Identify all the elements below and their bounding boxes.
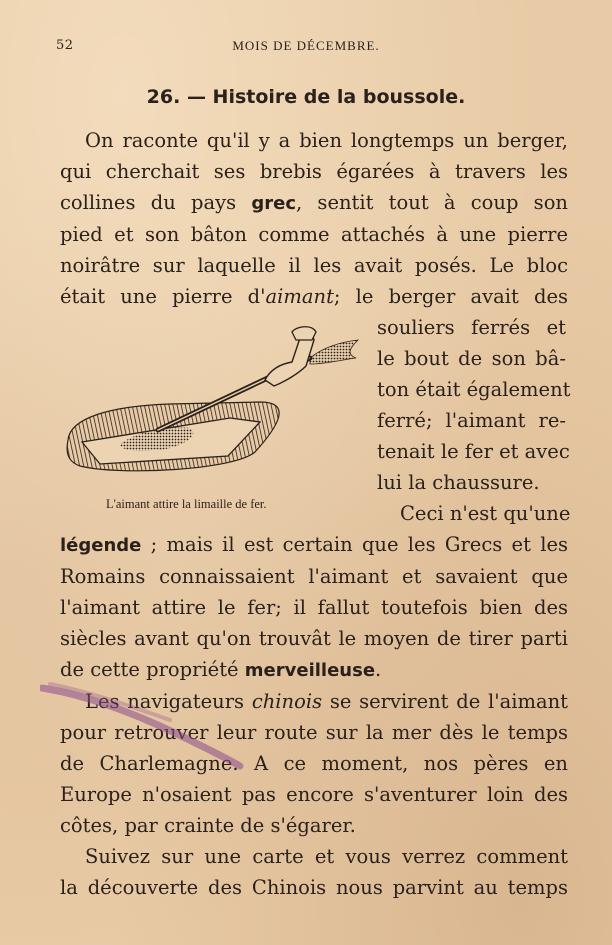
text-fragment: ; le berger avait des — [333, 285, 568, 308]
running-head: MOIS DE DÉCEMBRE. — [232, 38, 380, 53]
text-line — [60, 654, 568, 686]
page-header — [0, 38, 612, 60]
figure-caption: L'aimant attire la limaille de fer. — [106, 497, 267, 511]
italic-word-aimant: aimant — [265, 285, 334, 308]
page-number: 52 — [56, 38, 74, 53]
text-line: ferré; l'aimant re- — [377, 409, 566, 432]
text-line: Romains connaissaient l'aimant et savaient que — [60, 565, 568, 588]
text-fragment: ; mais il est certain que les Grecs et les — [141, 533, 568, 556]
text-line: lui la chaussure. — [377, 471, 540, 494]
text-line: pied et son bâton comme attachés à une pierre — [60, 223, 568, 246]
text-line: le bout de son bâ- — [377, 347, 566, 370]
wrapped-text-block — [377, 312, 571, 498]
text-line: la découverte des Chinois nous parvint au temps — [60, 876, 568, 899]
paragraph-intro — [60, 125, 568, 312]
chapter-title: 26. — Histoire de la boussole. — [146, 86, 466, 108]
magnet-illustration — [60, 318, 360, 518]
magnet-drawing-icon — [60, 318, 360, 493]
bold-word-merveilleuse: merveilleuse — [244, 660, 376, 681]
bold-word-grec: grec — [251, 193, 296, 214]
text-line: pour retrouver leur route sur la mer dès le temps — [60, 721, 568, 744]
text-fragment: était une pierre d' — [60, 285, 266, 308]
text-line: souliers ferrés et — [377, 316, 566, 339]
text-line — [60, 281, 568, 312]
text-line — [60, 187, 568, 219]
text-line: de Charlemagne. A ce moment, nos pères en — [60, 752, 568, 775]
text-line: Ceci n'est qu'une — [400, 502, 571, 525]
text-fragment: se servirent de l'aimant — [322, 690, 568, 713]
text-line — [60, 686, 568, 717]
text-line: noirâtre sur laquelle il les avait posés. Le bloc — [60, 254, 568, 277]
text-fragment: collines du pays — [60, 191, 237, 214]
text-line: Europe n'osaient pas encore s'aventurer loin des — [60, 783, 568, 806]
text-fragment: de cette propriété — [60, 658, 245, 681]
text-line: On raconte qu'il y a bien longtemps un berger, — [85, 129, 568, 152]
text-fragment: , sentit tout à coup son — [296, 191, 568, 214]
bold-word-legende: légende — [60, 535, 142, 556]
text-line: ton était également — [377, 378, 571, 401]
text-line: qui cherchait ses brebis égarées à travers les — [60, 160, 568, 183]
text-line: côtes, par crainte de s'égarer. — [60, 814, 356, 837]
text-line: tenait le fer et avec — [377, 440, 570, 463]
italic-word-chinois: chinois — [251, 690, 323, 713]
text-line — [60, 529, 568, 561]
text-line: l'aimant attire le fer; il fallut toutefois bien des — [60, 596, 568, 619]
text-line: Suivez sur une carte et vous verrez comment — [85, 845, 568, 868]
text-line: siècles avant qu'on trouvât le moyen de tirer parti — [60, 627, 568, 650]
text-fragment: Les navigateurs — [85, 690, 252, 713]
text-fragment: . — [375, 658, 382, 681]
paragraph-legend — [60, 498, 571, 903]
